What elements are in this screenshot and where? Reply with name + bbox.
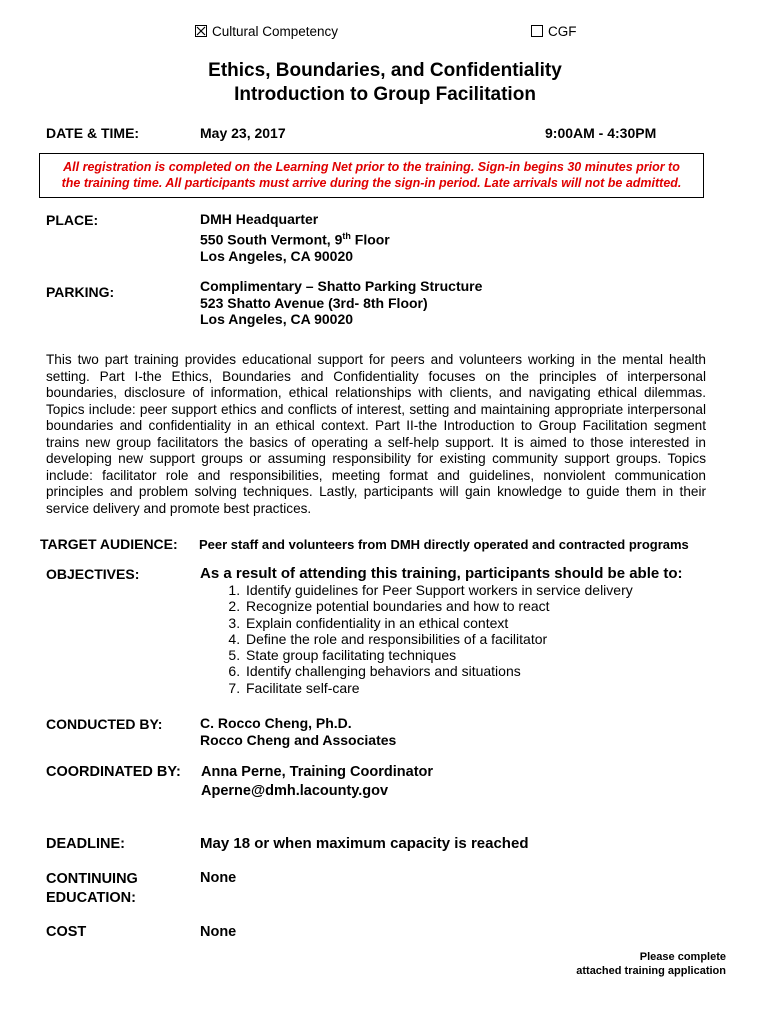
date-time-label: DATE & TIME: — [46, 125, 140, 141]
objective-item: 2. Recognize potential boundaries and how to react — [244, 598, 633, 614]
continuing-label-line2: EDUCATION: — [46, 890, 136, 906]
note-line1: Please complete — [639, 951, 726, 963]
objectives-intro: As a result of attending this training, participants should be able to: — [200, 565, 683, 582]
notice-line2: the training time. All participants must arrive during the sign-in period. Late arrivals will not be admitted. — [61, 175, 682, 190]
continuing-education-label — [46, 870, 138, 908]
objective-item: 1. Identify guidelines for Peer Support workers in service delivery — [244, 582, 633, 598]
coordinated-by-value — [201, 763, 433, 801]
registration-notice — [39, 153, 704, 198]
place-label: PLACE: — [46, 212, 99, 228]
place-floor: Floor — [350, 231, 390, 248]
notice-line1: All registration is completed on the Learning Net prior to the training. Sign-in begins 30 minutes prior to — [63, 160, 680, 174]
conducted-by-label: CONDUCTED BY: — [46, 716, 163, 732]
training-description: This two part training provides educational support for peers and volunteers working in the mental health setting. Part I-the Ethics, Boundaries and Confidentiality focuses on the principles of interpersonal boundaries, disclosure of information, ethical relationships with clients, and navigating ethical dilemmas. Topics include: peer support ethics and conflicts of interest, setting and maintaining appropriate interpersonal boundaries and confidentiality in an ethical context. Part II-the Introduction to Group Facilitation segment trains new group facilitators the basics of operating a self-help support. It is aimed to those interested in developing new support groups or assuming responsibility for existing community support groups. Topics include: facilitator role and responsibilities, meeting format and guidelines, nonviolent communication principles and problem solving techniques. Lastly, participants will gain knowledge to guide them in their service delivery and promote best practices. — [46, 352, 706, 516]
objectives-label: OBJECTIVES: — [46, 566, 140, 582]
coordinated-by-label: COORDINATED BY: — [46, 764, 181, 780]
title-line1: Ethics, Boundaries, and Confidentiality — [208, 60, 562, 81]
target-audience-value: Peer staff and volunteers from DMH directly operated and contracted programs — [199, 537, 689, 552]
continuing-education-value: None — [200, 870, 237, 886]
objectives-list — [200, 582, 633, 696]
place-line3: Los Angeles, CA 90020 — [200, 247, 354, 264]
place-street: 550 South Vermont, 9 — [200, 231, 343, 248]
application-note — [576, 950, 726, 978]
note-line2: attached training application — [576, 965, 726, 977]
cost-value: None — [200, 924, 237, 940]
target-audience-label: TARGET AUDIENCE: — [40, 536, 178, 552]
cost-label: COST — [46, 924, 87, 940]
objective-item: 5. State group facilitating techniques — [244, 647, 633, 663]
continuing-label-line1: CONTINUING — [46, 871, 138, 887]
objective-item: 7. Facilitate self-care — [244, 680, 633, 696]
parking-label: PARKING: — [46, 284, 115, 300]
parking-line3: Los Angeles, CA 90020 — [200, 311, 354, 327]
parking-address — [200, 278, 482, 328]
cgf-label: CGF — [548, 24, 577, 39]
deadline-value: May 18 or when maximum capacity is reached — [200, 835, 529, 852]
place-sup: th — [342, 230, 351, 241]
deadline-label: DEADLINE: — [46, 836, 125, 852]
time-value: 9:00AM - 4:30PM — [545, 125, 657, 141]
title-line2: Introduction to Group Facilitation — [234, 84, 536, 105]
place-line2 — [200, 228, 390, 248]
objective-item: 3. Explain confidentiality in an ethical context — [244, 615, 633, 631]
conducted-line1: C. Rocco Cheng, Ph.D. — [200, 715, 352, 731]
cultural-competency-checkbox[interactable] — [195, 25, 207, 37]
place-line1: DMH Headquarter — [200, 211, 319, 227]
conducted-by-value — [200, 715, 396, 748]
cgf-checkbox[interactable] — [531, 25, 543, 37]
date-value: May 23, 2017 — [200, 125, 286, 141]
coordinated-line1: Anna Perne, Training Coordinator — [201, 764, 434, 780]
conducted-line2: Rocco Cheng and Associates — [200, 731, 397, 748]
objective-item: 4. Define the role and responsibilities of a facilitator — [244, 631, 633, 647]
cultural-competency-label: Cultural Competency — [212, 24, 339, 39]
parking-line1: Complimentary – Shatto Parking Structure — [200, 278, 483, 294]
objective-item: 6. Identify challenging behaviors and situations — [244, 663, 633, 679]
parking-line2: 523 Shatto Avenue (3rd- 8th Floor) — [200, 294, 428, 311]
coordinator-email: Aperne@dmh.lacounty.gov — [201, 783, 389, 799]
place-address — [200, 211, 390, 264]
checkmark-x-icon — [196, 26, 206, 36]
